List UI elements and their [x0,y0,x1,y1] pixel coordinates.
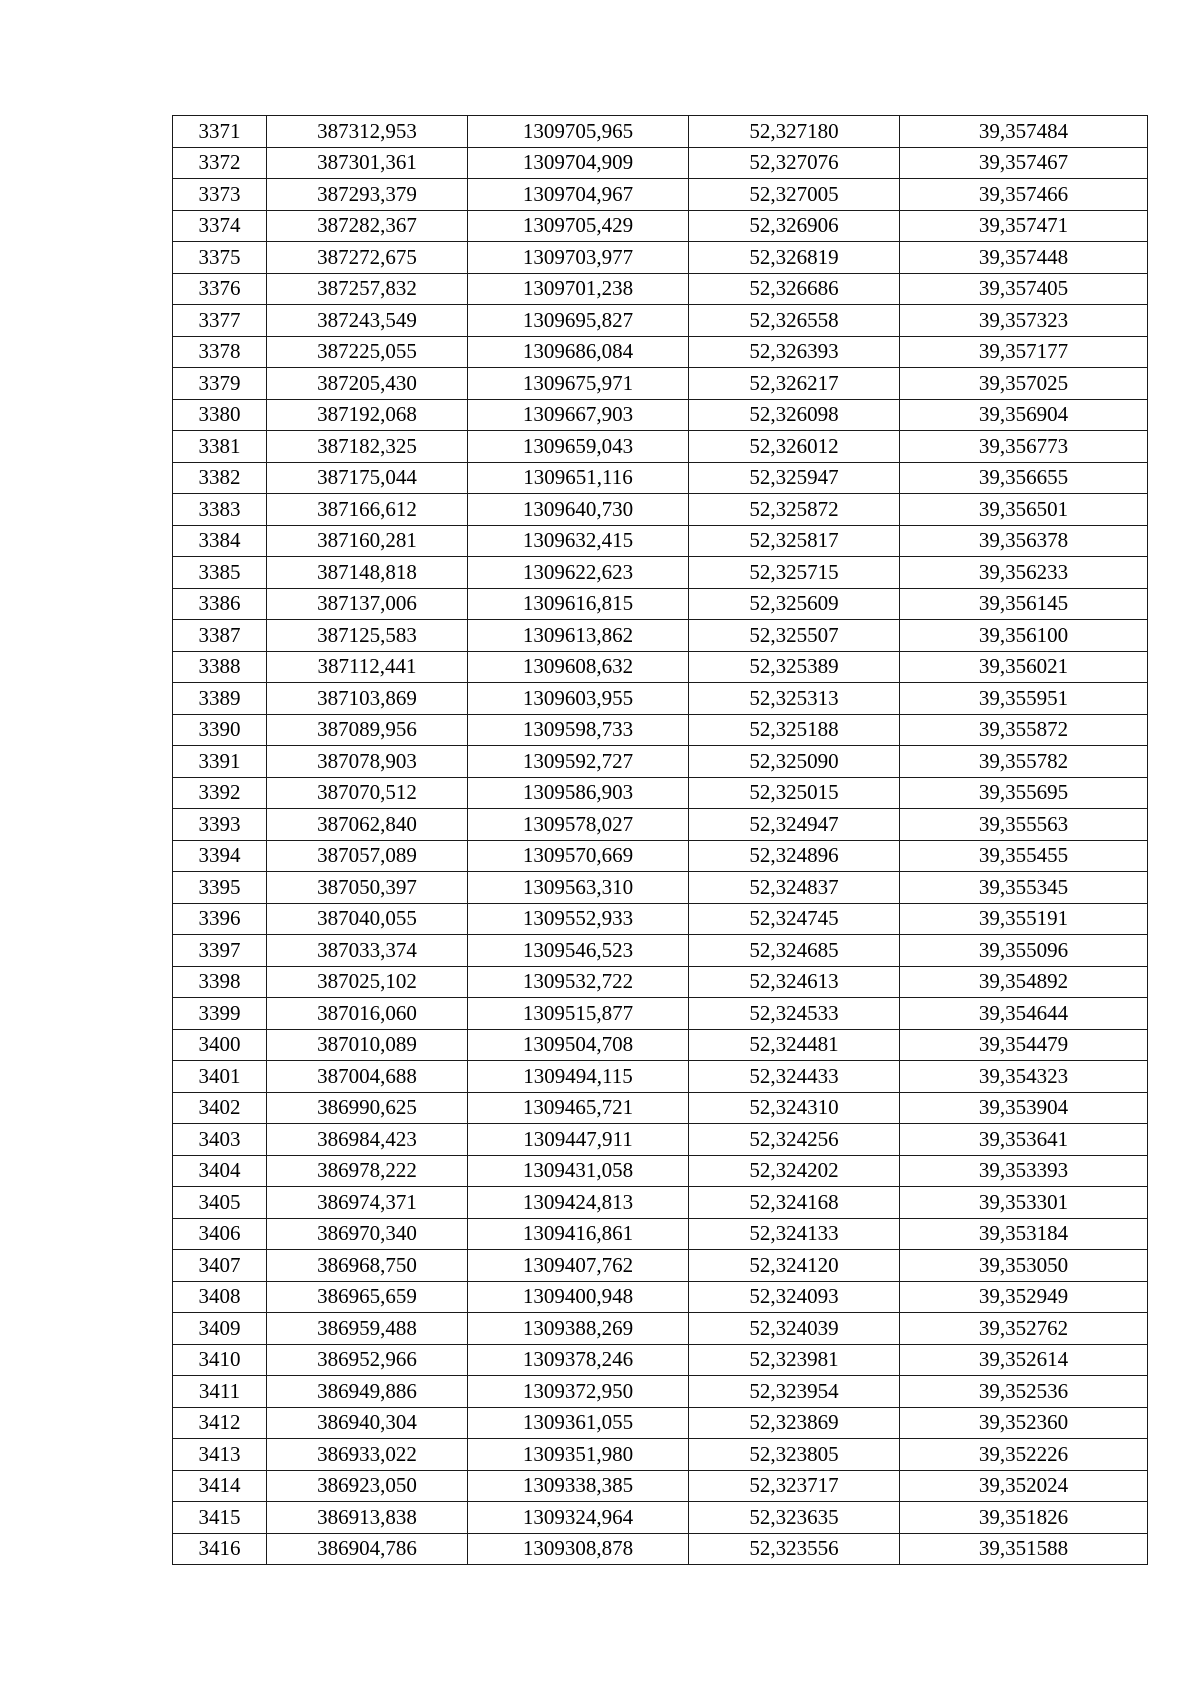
longitude-cell: 39,357025 [900,368,1148,400]
coord-y-cell: 1309586,903 [468,777,689,809]
coord-x-cell: 386978,222 [267,1155,468,1187]
table-row [173,1344,1148,1376]
point-number-cell: 3413 [173,1439,267,1471]
latitude-cell: 52,325389 [689,651,900,683]
longitude-cell: 39,352360 [900,1407,1148,1439]
longitude-cell: 39,353184 [900,1218,1148,1250]
latitude-cell: 52,326393 [689,336,900,368]
coord-y-cell: 1309361,055 [468,1407,689,1439]
table-row [173,966,1148,998]
table-row [173,399,1148,431]
longitude-cell: 39,356773 [900,431,1148,463]
table-row [173,998,1148,1030]
point-number-cell: 3381 [173,431,267,463]
latitude-cell: 52,324837 [689,872,900,904]
point-number-cell: 3393 [173,809,267,841]
coord-x-cell: 387010,089 [267,1029,468,1061]
coord-y-cell: 1309598,733 [468,714,689,746]
latitude-cell: 52,323869 [689,1407,900,1439]
longitude-cell: 39,353904 [900,1092,1148,1124]
point-number-cell: 3405 [173,1187,267,1219]
latitude-cell: 52,326819 [689,242,900,274]
coord-x-cell: 387089,956 [267,714,468,746]
point-number-cell: 3387 [173,620,267,652]
coord-x-cell: 386933,022 [267,1439,468,1471]
table-row [173,273,1148,305]
table-row [173,557,1148,589]
table-row [173,336,1148,368]
table-row [173,1218,1148,1250]
latitude-cell: 52,324168 [689,1187,900,1219]
table-row [173,935,1148,967]
latitude-cell: 52,326686 [689,273,900,305]
table-row [173,525,1148,557]
table-row [173,903,1148,935]
table-row [173,462,1148,494]
longitude-cell: 39,355345 [900,872,1148,904]
table-row [173,242,1148,274]
coord-y-cell: 1309705,965 [468,116,689,148]
latitude-cell: 52,325313 [689,683,900,715]
point-number-cell: 3376 [173,273,267,305]
coord-x-cell: 387103,869 [267,683,468,715]
latitude-cell: 52,324093 [689,1281,900,1313]
point-number-cell: 3373 [173,179,267,211]
coord-x-cell: 387148,818 [267,557,468,589]
latitude-cell: 52,324685 [689,935,900,967]
coord-x-cell: 387301,361 [267,147,468,179]
coord-y-cell: 1309578,027 [468,809,689,841]
coord-y-cell: 1309308,878 [468,1533,689,1565]
coord-x-cell: 387205,430 [267,368,468,400]
table-row [173,179,1148,211]
point-number-cell: 3400 [173,1029,267,1061]
coord-x-cell: 386984,423 [267,1124,468,1156]
longitude-cell: 39,357484 [900,116,1148,148]
coord-y-cell: 1309570,669 [468,840,689,872]
coord-x-cell: 387004,688 [267,1061,468,1093]
longitude-cell: 39,352949 [900,1281,1148,1313]
coord-x-cell: 386940,304 [267,1407,468,1439]
longitude-cell: 39,357466 [900,179,1148,211]
latitude-cell: 52,323556 [689,1533,900,1565]
coord-y-cell: 1309532,722 [468,966,689,998]
point-number-cell: 3404 [173,1155,267,1187]
latitude-cell: 52,325872 [689,494,900,526]
longitude-cell: 39,355563 [900,809,1148,841]
coord-x-cell: 387160,281 [267,525,468,557]
coord-x-cell: 387125,583 [267,620,468,652]
coord-y-cell: 1309651,116 [468,462,689,494]
coord-x-cell: 387070,512 [267,777,468,809]
longitude-cell: 39,353301 [900,1187,1148,1219]
table-row [173,431,1148,463]
coord-y-cell: 1309378,246 [468,1344,689,1376]
latitude-cell: 52,324202 [689,1155,900,1187]
point-number-cell: 3399 [173,998,267,1030]
latitude-cell: 52,326906 [689,210,900,242]
latitude-cell: 52,324896 [689,840,900,872]
table-row [173,620,1148,652]
longitude-cell: 39,354644 [900,998,1148,1030]
point-number-cell: 3388 [173,651,267,683]
latitude-cell: 52,324533 [689,998,900,1030]
coord-y-cell: 1309351,980 [468,1439,689,1471]
latitude-cell: 52,325947 [689,462,900,494]
coord-y-cell: 1309632,415 [468,525,689,557]
longitude-cell: 39,353050 [900,1250,1148,1282]
point-number-cell: 3401 [173,1061,267,1093]
coord-y-cell: 1309695,827 [468,305,689,337]
table-row [173,368,1148,400]
coord-x-cell: 386968,750 [267,1250,468,1282]
latitude-cell: 52,323981 [689,1344,900,1376]
point-number-cell: 3403 [173,1124,267,1156]
longitude-cell: 39,353393 [900,1155,1148,1187]
coord-x-cell: 387272,675 [267,242,468,274]
longitude-cell: 39,356021 [900,651,1148,683]
coord-y-cell: 1309640,730 [468,494,689,526]
point-number-cell: 3371 [173,116,267,148]
longitude-cell: 39,354892 [900,966,1148,998]
table-row [173,746,1148,778]
point-number-cell: 3411 [173,1376,267,1408]
longitude-cell: 39,351826 [900,1502,1148,1534]
coord-y-cell: 1309431,058 [468,1155,689,1187]
coord-y-cell: 1309504,708 [468,1029,689,1061]
coord-y-cell: 1309372,950 [468,1376,689,1408]
coord-x-cell: 387016,060 [267,998,468,1030]
coord-x-cell: 386952,966 [267,1344,468,1376]
coord-x-cell: 387040,055 [267,903,468,935]
coord-y-cell: 1309447,911 [468,1124,689,1156]
longitude-cell: 39,354323 [900,1061,1148,1093]
coordinates-table [172,115,1148,1565]
coord-y-cell: 1309705,429 [468,210,689,242]
coord-y-cell: 1309592,727 [468,746,689,778]
table-row [173,1187,1148,1219]
coord-x-cell: 386974,371 [267,1187,468,1219]
point-number-cell: 3372 [173,147,267,179]
coord-x-cell: 387192,068 [267,399,468,431]
coord-y-cell: 1309704,967 [468,179,689,211]
table-row [173,588,1148,620]
coord-x-cell: 387166,612 [267,494,468,526]
latitude-cell: 52,324481 [689,1029,900,1061]
coord-x-cell: 387182,325 [267,431,468,463]
latitude-cell: 52,324310 [689,1092,900,1124]
table-row [173,1376,1148,1408]
coord-x-cell: 386913,838 [267,1502,468,1534]
point-number-cell: 3410 [173,1344,267,1376]
coord-y-cell: 1309686,084 [468,336,689,368]
latitude-cell: 52,326217 [689,368,900,400]
table-row [173,714,1148,746]
latitude-cell: 52,324745 [689,903,900,935]
latitude-cell: 52,325188 [689,714,900,746]
coord-y-cell: 1309324,964 [468,1502,689,1534]
longitude-cell: 39,352762 [900,1313,1148,1345]
table-row [173,305,1148,337]
coord-y-cell: 1309608,632 [468,651,689,683]
latitude-cell: 52,325015 [689,777,900,809]
coord-y-cell: 1309667,903 [468,399,689,431]
coord-y-cell: 1309338,385 [468,1470,689,1502]
latitude-cell: 52,327180 [689,116,900,148]
longitude-cell: 39,357405 [900,273,1148,305]
point-number-cell: 3415 [173,1502,267,1534]
latitude-cell: 52,323717 [689,1470,900,1502]
point-number-cell: 3394 [173,840,267,872]
coord-y-cell: 1309703,977 [468,242,689,274]
table-row [173,1250,1148,1282]
point-number-cell: 3374 [173,210,267,242]
coord-y-cell: 1309701,238 [468,273,689,305]
coord-x-cell: 386949,886 [267,1376,468,1408]
coord-x-cell: 387025,102 [267,966,468,998]
table-row [173,116,1148,148]
longitude-cell: 39,356100 [900,620,1148,652]
longitude-cell: 39,356233 [900,557,1148,589]
table-row [173,777,1148,809]
coord-y-cell: 1309616,815 [468,588,689,620]
coord-x-cell: 386990,625 [267,1092,468,1124]
longitude-cell: 39,356904 [900,399,1148,431]
latitude-cell: 52,324613 [689,966,900,998]
coord-x-cell: 387225,055 [267,336,468,368]
latitude-cell: 52,326012 [689,431,900,463]
table-row [173,1470,1148,1502]
point-number-cell: 3386 [173,588,267,620]
latitude-cell: 52,327005 [689,179,900,211]
longitude-cell: 39,355872 [900,714,1148,746]
point-number-cell: 3398 [173,966,267,998]
table-row [173,1439,1148,1471]
coord-y-cell: 1309407,762 [468,1250,689,1282]
coord-y-cell: 1309400,948 [468,1281,689,1313]
table-row [173,1281,1148,1313]
coord-x-cell: 386965,659 [267,1281,468,1313]
coord-y-cell: 1309494,115 [468,1061,689,1093]
longitude-cell: 39,356655 [900,462,1148,494]
latitude-cell: 52,325507 [689,620,900,652]
longitude-cell: 39,355191 [900,903,1148,935]
longitude-cell: 39,357323 [900,305,1148,337]
point-number-cell: 3389 [173,683,267,715]
longitude-cell: 39,356378 [900,525,1148,557]
coord-x-cell: 387137,006 [267,588,468,620]
coord-y-cell: 1309552,933 [468,903,689,935]
point-number-cell: 3380 [173,399,267,431]
table-row [173,809,1148,841]
point-number-cell: 3414 [173,1470,267,1502]
latitude-cell: 52,326558 [689,305,900,337]
table-row [173,1029,1148,1061]
table-row [173,651,1148,683]
point-number-cell: 3385 [173,557,267,589]
point-number-cell: 3378 [173,336,267,368]
coord-y-cell: 1309704,909 [468,147,689,179]
point-number-cell: 3375 [173,242,267,274]
point-number-cell: 3382 [173,462,267,494]
table-row [173,1155,1148,1187]
latitude-cell: 52,324120 [689,1250,900,1282]
latitude-cell: 52,326098 [689,399,900,431]
longitude-cell: 39,352024 [900,1470,1148,1502]
coord-x-cell: 387257,832 [267,273,468,305]
latitude-cell: 52,324133 [689,1218,900,1250]
table-row [173,147,1148,179]
longitude-cell: 39,352614 [900,1344,1148,1376]
coord-x-cell: 387282,367 [267,210,468,242]
latitude-cell: 52,323635 [689,1502,900,1534]
longitude-cell: 39,355455 [900,840,1148,872]
latitude-cell: 52,324256 [689,1124,900,1156]
longitude-cell: 39,356501 [900,494,1148,526]
table-row [173,872,1148,904]
coord-x-cell: 387062,840 [267,809,468,841]
point-number-cell: 3392 [173,777,267,809]
table-row [173,210,1148,242]
coord-x-cell: 387293,379 [267,179,468,211]
coord-x-cell: 387057,089 [267,840,468,872]
coord-y-cell: 1309675,971 [468,368,689,400]
latitude-cell: 52,324039 [689,1313,900,1345]
table-row [173,494,1148,526]
longitude-cell: 39,355695 [900,777,1148,809]
table-row [173,1533,1148,1565]
longitude-cell: 39,352226 [900,1439,1148,1471]
table-row [173,1407,1148,1439]
longitude-cell: 39,353641 [900,1124,1148,1156]
point-number-cell: 3391 [173,746,267,778]
latitude-cell: 52,325715 [689,557,900,589]
table-row [173,683,1148,715]
point-number-cell: 3377 [173,305,267,337]
longitude-cell: 39,357471 [900,210,1148,242]
point-number-cell: 3384 [173,525,267,557]
longitude-cell: 39,357467 [900,147,1148,179]
longitude-cell: 39,355951 [900,683,1148,715]
coord-y-cell: 1309388,269 [468,1313,689,1345]
longitude-cell: 39,355782 [900,746,1148,778]
table-row [173,1124,1148,1156]
table-row [173,1061,1148,1093]
coord-y-cell: 1309563,310 [468,872,689,904]
point-number-cell: 3397 [173,935,267,967]
coord-y-cell: 1309659,043 [468,431,689,463]
latitude-cell: 52,323954 [689,1376,900,1408]
coord-y-cell: 1309416,861 [468,1218,689,1250]
coord-x-cell: 387050,397 [267,872,468,904]
coord-y-cell: 1309613,862 [468,620,689,652]
latitude-cell: 52,325609 [689,588,900,620]
point-number-cell: 3407 [173,1250,267,1282]
point-number-cell: 3416 [173,1533,267,1565]
point-number-cell: 3395 [173,872,267,904]
coord-y-cell: 1309546,523 [468,935,689,967]
coord-y-cell: 1309424,813 [468,1187,689,1219]
latitude-cell: 52,327076 [689,147,900,179]
longitude-cell: 39,355096 [900,935,1148,967]
coord-x-cell: 387033,374 [267,935,468,967]
coordinates-table-body [173,116,1148,1565]
longitude-cell: 39,357177 [900,336,1148,368]
table-row [173,1313,1148,1345]
longitude-cell: 39,357448 [900,242,1148,274]
coord-x-cell: 386959,488 [267,1313,468,1345]
table-row [173,1502,1148,1534]
point-number-cell: 3383 [173,494,267,526]
coord-x-cell: 387175,044 [267,462,468,494]
point-number-cell: 3402 [173,1092,267,1124]
coord-x-cell: 386904,786 [267,1533,468,1565]
latitude-cell: 52,325090 [689,746,900,778]
coord-x-cell: 386923,050 [267,1470,468,1502]
coord-x-cell: 387243,549 [267,305,468,337]
longitude-cell: 39,354479 [900,1029,1148,1061]
point-number-cell: 3412 [173,1407,267,1439]
point-number-cell: 3409 [173,1313,267,1345]
longitude-cell: 39,356145 [900,588,1148,620]
coord-y-cell: 1309603,955 [468,683,689,715]
longitude-cell: 39,352536 [900,1376,1148,1408]
coord-x-cell: 386970,340 [267,1218,468,1250]
table-row [173,1092,1148,1124]
coord-x-cell: 387312,953 [267,116,468,148]
coord-y-cell: 1309515,877 [468,998,689,1030]
point-number-cell: 3406 [173,1218,267,1250]
coord-y-cell: 1309622,623 [468,557,689,589]
table-row [173,840,1148,872]
point-number-cell: 3390 [173,714,267,746]
point-number-cell: 3408 [173,1281,267,1313]
coord-x-cell: 387078,903 [267,746,468,778]
point-number-cell: 3379 [173,368,267,400]
latitude-cell: 52,323805 [689,1439,900,1471]
latitude-cell: 52,324433 [689,1061,900,1093]
longitude-cell: 39,351588 [900,1533,1148,1565]
latitude-cell: 52,324947 [689,809,900,841]
latitude-cell: 52,325817 [689,525,900,557]
coord-y-cell: 1309465,721 [468,1092,689,1124]
coord-x-cell: 387112,441 [267,651,468,683]
point-number-cell: 3396 [173,903,267,935]
